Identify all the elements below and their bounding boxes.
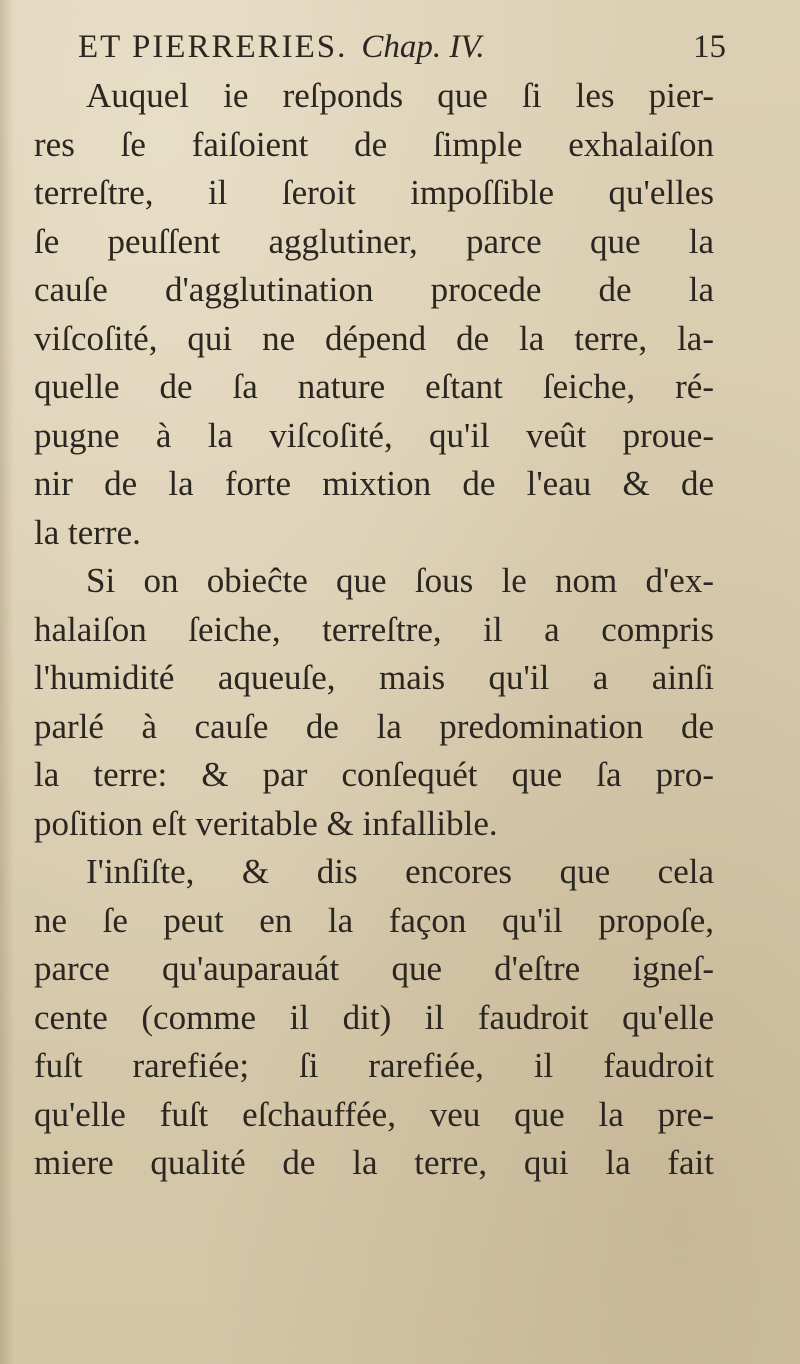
running-title: ET PIERRERIES. [78, 29, 348, 65]
page-number: 15 [693, 29, 726, 65]
text-line: miere qualité de la terre, qui la fait [34, 1143, 714, 1182]
text-line: cauſe d'agglutination procede de la [34, 270, 714, 309]
text-line: parlé à cauſe de la predomination de [34, 706, 714, 746]
text-line: Si on obieĉte que ſous le nom d'ex- [86, 561, 714, 600]
text-line: cente (comme il dit) il faudroit qu'elle [34, 997, 714, 1037]
text-line: viſcoſité, qui ne dépend de la terre, la- [34, 318, 714, 358]
text-line: l'humidité aqueuſe, mais qu'il a ainſi [34, 658, 714, 697]
text-line: terreſtre, il ſeroit impoſſible qu'elles [34, 173, 714, 212]
text-line: I'inſiſte, & dis encores que cela [86, 852, 714, 891]
text-line: Auquel ie reſponds que ſi les pier- [86, 76, 714, 115]
text-line: la terre. [34, 512, 141, 552]
text-line: la terre: & par conſequét que ſa pro- [34, 755, 714, 794]
text-line: halaiſon ſeiche, terreſtre, il a compris [34, 609, 714, 649]
text-line: parce qu'auparauát que d'eſtre igneſ- [34, 949, 714, 988]
chapter-label: Chap. IV. [361, 29, 485, 65]
text-line: qu'elle fuſt eſchauffée, veu que la pre- [34, 1094, 714, 1134]
text-line: quelle de ſa nature eſtant ſeiche, ré- [34, 367, 714, 406]
body-text [34, 72, 714, 1188]
text-line: poſition eſt veritable & infallible. [34, 803, 498, 843]
text-line: nir de la forte mixtion de l'eau & de [34, 464, 714, 503]
text-line: fuſt rarefiée; ſi rarefiée, il faudroit [34, 1046, 714, 1085]
text-line: ne ſe peut en la façon qu'il propoſe, [34, 900, 714, 940]
running-head [78, 22, 726, 72]
text-line: ſe peuſſent agglutiner, parce que la [34, 221, 714, 261]
text-line: res ſe faiſoient de ſimple exhalaiſon [34, 124, 714, 164]
text-line: pugne à la viſcoſité, qu'il veût proue- [34, 415, 714, 455]
